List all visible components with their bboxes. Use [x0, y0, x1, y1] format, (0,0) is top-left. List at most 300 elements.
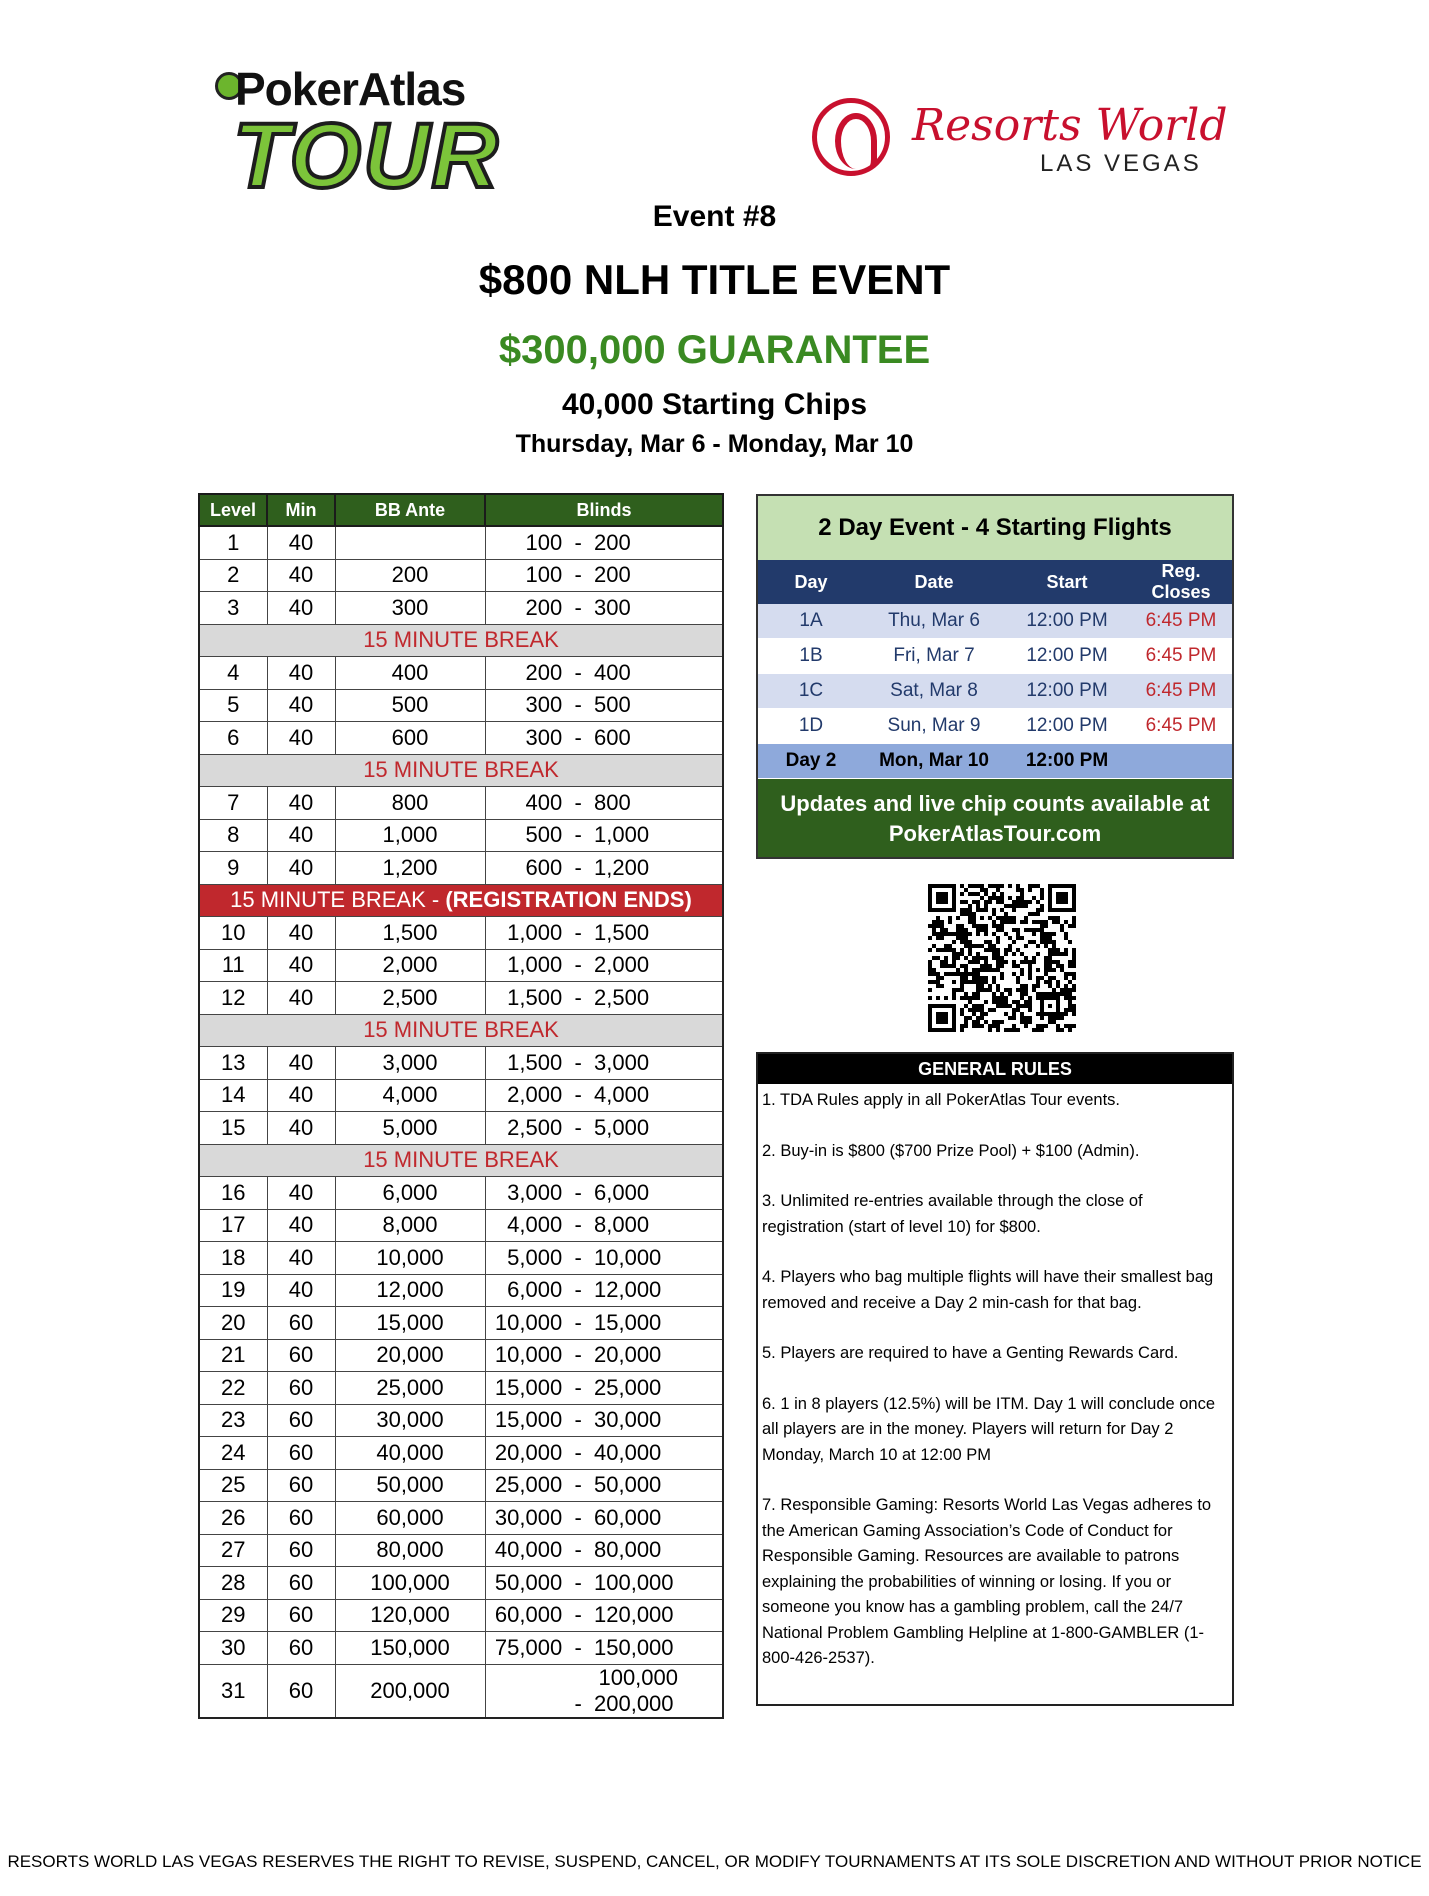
blinds-cell: [485, 1274, 723, 1307]
break-label: [199, 1144, 723, 1177]
qr-module: [1032, 928, 1036, 932]
bb-ante-cell: 20,000: [335, 1339, 485, 1372]
qr-module: [1000, 956, 1004, 960]
qr-module: [968, 920, 972, 924]
qr-module: [1016, 932, 1020, 936]
qr-module: [972, 1012, 976, 1016]
level-cell: 5: [199, 689, 267, 722]
qr-module: [996, 928, 1000, 932]
qr-module: [1052, 932, 1056, 936]
qr-module: [1032, 960, 1036, 964]
qr-module: [960, 900, 964, 904]
qr-module: [992, 920, 996, 924]
qr-module: [1024, 1016, 1028, 1020]
qr-module: [1000, 924, 1004, 928]
blinds-cell: [485, 1502, 723, 1535]
qr-module: [1024, 1000, 1028, 1004]
qr-module: [1000, 972, 1004, 976]
qr-module: [960, 988, 964, 992]
qr-module: [1040, 936, 1044, 940]
qr-module: [996, 988, 1000, 992]
qr-module: [1064, 920, 1068, 924]
qr-module: [1048, 1020, 1052, 1024]
big-blind: 2,500: [594, 984, 650, 1010]
qr-module: [980, 884, 984, 888]
qr-module: [1044, 968, 1048, 972]
level-cell: 7: [199, 787, 267, 820]
qr-module: [1068, 1028, 1072, 1032]
qr-module: [960, 984, 964, 988]
qr-module: [1052, 960, 1056, 964]
qr-module: [1032, 1028, 1036, 1032]
qr-module: [992, 976, 996, 980]
blinds-cell: [485, 526, 723, 559]
flight-row: [758, 709, 1232, 744]
qr-module: [928, 948, 932, 952]
small-blind: 100: [525, 562, 563, 588]
qr-module: [1072, 948, 1076, 952]
qr-module: [1000, 992, 1004, 996]
level-cell: 22: [199, 1372, 267, 1405]
level-row: [199, 592, 723, 625]
minutes-cell: 60: [267, 1664, 335, 1718]
big-blind: 120,000: [594, 1602, 674, 1628]
qr-module: [960, 908, 964, 912]
pokeratlas-wordmark: PokerAtlas: [235, 63, 466, 115]
break-text: 15 MINUTE BREAK: [363, 627, 559, 653]
qr-module: [996, 940, 1000, 944]
bb-ante-cell: 200: [335, 559, 485, 592]
qr-module: [960, 976, 964, 980]
big-blind: 10,000: [594, 1244, 662, 1270]
big-blind: 20,000: [594, 1342, 662, 1368]
qr-module: [952, 992, 956, 996]
qr-module: [932, 944, 936, 948]
qr-module: [1024, 992, 1028, 996]
qr-module: [960, 1008, 964, 1012]
minutes-cell: 60: [267, 1437, 335, 1470]
qr-module: [1048, 916, 1052, 920]
qr-module: [1064, 992, 1068, 996]
big-blind: 200: [594, 562, 631, 588]
small-blind: 60,000: [494, 1602, 563, 1628]
qr-module: [988, 940, 992, 944]
qr-module: [992, 952, 996, 956]
qr-module: [1024, 920, 1028, 924]
qr-module: [976, 980, 980, 984]
big-blind: 80,000: [594, 1537, 662, 1563]
qr-module: [976, 900, 980, 904]
big-blind: 40,000: [594, 1439, 662, 1465]
big-blind: 1,500: [594, 919, 650, 945]
minutes-cell: 60: [267, 1632, 335, 1665]
qr-module: [936, 976, 940, 980]
level-cell: 11: [199, 949, 267, 982]
qr-module: [932, 980, 936, 984]
qr-module: [932, 924, 936, 928]
qr-module: [1004, 932, 1008, 936]
blinds-cell: [485, 1339, 723, 1372]
qr-module: [1072, 960, 1076, 964]
qr-module: [1052, 988, 1056, 992]
level-cell: 16: [199, 1177, 267, 1210]
small-blind: 1,000: [507, 952, 563, 978]
blinds-separator: -: [562, 1374, 594, 1400]
qr-module: [976, 988, 980, 992]
qr-module: [1044, 992, 1048, 996]
bb-ante-cell: 400: [335, 657, 485, 690]
minutes-cell: 40: [267, 949, 335, 982]
qr-code-icon[interactable]: [928, 884, 1076, 1032]
qr-module: [972, 1004, 976, 1008]
qr-module: [1020, 936, 1024, 940]
qr-module: [964, 992, 968, 996]
qr-module: [1072, 988, 1076, 992]
footer-disclaimer: RESORTS WORLD LAS VEGAS RESERVES THE RIGHT TO REVISE, SUSPEND, CANCEL, OR MODIFY TOURNAMENTS AT ITS SOLE DISCRETION AND WITHOUT PRIOR NOTICE: [7, 1852, 1422, 1871]
guarantee: $300,000 GUARANTEE: [498, 328, 931, 372]
flights-body: [758, 604, 1232, 779]
qr-module: [968, 908, 972, 912]
qr-module: [948, 916, 952, 920]
qr-module: [1072, 996, 1076, 1000]
qr-module: [1056, 964, 1060, 968]
qr-module: [996, 964, 1000, 968]
qr-module: [996, 900, 1000, 904]
qr-module: [1040, 1016, 1044, 1020]
qr-module: [1048, 1016, 1052, 1020]
qr-module: [940, 920, 944, 924]
qr-module: [1024, 956, 1028, 960]
qr-module: [992, 912, 996, 916]
qr-module: [976, 1008, 980, 1012]
qr-module: [1020, 952, 1024, 956]
qr-module: [936, 980, 940, 984]
qr-module: [960, 940, 964, 944]
qr-module: [1012, 916, 1016, 920]
qr-module: [1044, 1024, 1048, 1028]
level-cell: 13: [199, 1047, 267, 1080]
qr-module: [964, 1020, 968, 1024]
qr-module: [1012, 952, 1016, 956]
qr-module: [932, 968, 936, 972]
level-row: [199, 1372, 723, 1405]
qr-module: [1060, 1012, 1064, 1016]
big-blind: 800: [594, 789, 631, 815]
qr-module: [1008, 988, 1012, 992]
qr-module: [980, 1012, 984, 1016]
qr-module: [1036, 928, 1040, 932]
event-dates: Thursday, Mar 6 - Monday, Mar 10: [515, 430, 914, 458]
small-blind: 75,000: [494, 1634, 563, 1660]
blinds-separator: -: [562, 952, 594, 978]
bb-ante-cell: 50,000: [335, 1469, 485, 1502]
level-cell: 6: [199, 722, 267, 755]
qr-module: [1036, 1012, 1040, 1016]
qr-module: [1020, 996, 1024, 1000]
qr-module: [1020, 896, 1024, 900]
blinds-separator: -: [562, 1309, 594, 1335]
qr-module: [1072, 920, 1076, 924]
qr-module: [996, 948, 1000, 952]
blinds-cell: [485, 787, 723, 820]
big-blind: 1,000: [594, 822, 650, 848]
qr-module: [1068, 1008, 1072, 1012]
flight-reg-closes: 6:45 PM: [1130, 674, 1232, 709]
level-row: [199, 526, 723, 559]
level-row: [199, 722, 723, 755]
qr-module: [1012, 900, 1016, 904]
qr-module: [1068, 980, 1072, 984]
qr-module: [1068, 988, 1072, 992]
updates-link[interactable]: PokerAtlasTour.com: [888, 821, 1102, 846]
qr-module: [1012, 920, 1016, 924]
qr-module: [980, 984, 984, 988]
qr-module: [1068, 992, 1072, 996]
qr-module: [1008, 884, 1012, 888]
big-blind: 400: [594, 659, 631, 685]
minutes-cell: 60: [267, 1502, 335, 1535]
rule-item: 1. TDA Rules apply in all PokerAtlas Tour events.: [762, 1091, 1120, 1109]
qr-module: [1036, 944, 1040, 948]
qr-module: [1008, 904, 1012, 908]
bb-ante-cell: 15,000: [335, 1307, 485, 1340]
small-blind: 4,000: [507, 1212, 563, 1238]
qr-module: [1028, 888, 1032, 892]
qr-module: [1068, 1024, 1072, 1028]
qr-module: [1028, 1004, 1032, 1008]
blinds-cell: [485, 1209, 723, 1242]
blinds-separator: -: [562, 1472, 594, 1498]
qr-module: [956, 968, 960, 972]
bb-ante-cell: 600: [335, 722, 485, 755]
break-row: [199, 624, 723, 657]
qr-module: [1044, 980, 1048, 984]
minutes-cell: 40: [267, 982, 335, 1015]
qr-module: [960, 884, 964, 888]
qr-module: [1000, 920, 1004, 924]
qr-module: [1000, 896, 1004, 900]
qr-module: [1012, 960, 1016, 964]
qr-module: [1012, 972, 1016, 976]
qr-module: [928, 936, 932, 940]
blinds-separator: -: [562, 1179, 594, 1205]
qr-module: [980, 976, 984, 980]
bb-ante-cell: 150,000: [335, 1632, 485, 1665]
qr-module: [1044, 920, 1048, 924]
blinds-separator: -: [562, 724, 594, 750]
level-row: [199, 1307, 723, 1340]
qr-module: [1016, 1000, 1020, 1004]
break-row: [199, 754, 723, 787]
rule-item: 3. Unlimited re-entries available through the close of registration (start of level 10) for $800.: [762, 1192, 1143, 1236]
qr-module: [964, 996, 968, 1000]
qr-module: [1052, 948, 1056, 952]
qr-module: [1060, 988, 1064, 992]
qr-module: [1056, 952, 1060, 956]
qr-module: [1008, 920, 1012, 924]
qr-module: [1064, 952, 1068, 956]
qr-module: [964, 968, 968, 972]
blinds-cell: [485, 1469, 723, 1502]
bb-ante-cell: 1,000: [335, 819, 485, 852]
qr-module: [972, 960, 976, 964]
qr-module: [972, 992, 976, 996]
qr-module: [992, 1000, 996, 1004]
qr-module: [964, 956, 968, 960]
qr-module: [936, 956, 940, 960]
qr-module: [948, 948, 952, 952]
general-rules-panel: [756, 1052, 1234, 1706]
qr-module: [1056, 960, 1060, 964]
big-blind: 500: [594, 692, 631, 718]
blinds-cell: [485, 592, 723, 625]
header-level: Level: [199, 494, 267, 526]
qr-module: [1036, 980, 1040, 984]
blinds-cell: [485, 559, 723, 592]
rule-item: 5. Players are required to have a Genting Rewards Card.: [762, 1344, 1179, 1362]
qr-module: [960, 952, 964, 956]
qr-module: [960, 936, 964, 940]
level-row: [199, 1437, 723, 1470]
minutes-cell: 60: [267, 1599, 335, 1632]
blinds-separator: -: [562, 529, 594, 555]
qr-module: [1044, 956, 1048, 960]
big-blind: 50,000: [594, 1472, 662, 1498]
qr-module: [928, 988, 932, 992]
qr-module: [1060, 1028, 1064, 1032]
qr-module: [992, 992, 996, 996]
blinds-separator: -: [562, 562, 594, 588]
level-cell: 25: [199, 1469, 267, 1502]
qr-module: [980, 1016, 984, 1020]
qr-module: [968, 980, 972, 984]
qr-module: [1012, 928, 1016, 932]
qr-module: [1032, 896, 1036, 900]
flight-reg-closes: 6:45 PM: [1130, 639, 1232, 674]
qr-module: [984, 900, 988, 904]
qr-module: [1032, 884, 1036, 888]
qr-module: [960, 972, 964, 976]
blinds-cell: [485, 852, 723, 885]
qr-module: [1024, 988, 1028, 992]
big-blind: 300: [594, 594, 631, 620]
qr-module: [1040, 924, 1044, 928]
qr-module: [940, 976, 944, 980]
small-blind: 100: [525, 529, 563, 555]
qr-module: [960, 932, 964, 936]
big-blind: 1,200: [594, 854, 650, 880]
small-blind: 25,000: [494, 1472, 563, 1498]
minutes-cell: 40: [267, 526, 335, 559]
qr-module: [992, 944, 996, 948]
flight-reg-closes: [1130, 744, 1232, 779]
qr-module: [984, 1012, 988, 1016]
bb-ante-cell: 300: [335, 592, 485, 625]
qr-module: [992, 948, 996, 952]
qr-module: [1020, 1016, 1024, 1020]
qr-module: [952, 996, 956, 1000]
flights-panel: [756, 494, 1234, 859]
qr-module: [1016, 948, 1020, 952]
break-row: [199, 1144, 723, 1177]
level-row: [199, 1339, 723, 1372]
bb-ante-cell: 100,000: [335, 1567, 485, 1600]
qr-module: [988, 916, 992, 920]
qr-module: [1020, 968, 1024, 972]
small-blind: 10,000: [494, 1309, 563, 1335]
qr-module: [996, 1024, 1000, 1028]
qr-module: [1048, 932, 1052, 936]
qr-module: [1060, 964, 1064, 968]
level-row: [199, 1404, 723, 1437]
qr-module: [1052, 920, 1056, 924]
big-blind: 3,000: [594, 1049, 650, 1075]
qr-module: [1020, 1004, 1024, 1008]
minutes-cell: 40: [267, 787, 335, 820]
qr-module: [972, 916, 976, 920]
bb-ante-cell: 1,200: [335, 852, 485, 885]
qr-module: [952, 948, 956, 952]
level-cell: 31: [199, 1664, 267, 1718]
minutes-cell: 60: [267, 1307, 335, 1340]
small-blind: 3,000: [507, 1179, 563, 1205]
rule-item: 2. Buy-in is $800 ($700 Prize Pool) + $100 (Admin).: [762, 1141, 1140, 1160]
blinds-cell: [485, 1404, 723, 1437]
blinds-separator: -: [562, 1114, 594, 1140]
qr-module: [952, 964, 956, 968]
qr-module: [1016, 980, 1020, 984]
qr-module: [1020, 920, 1024, 924]
qr-module: [976, 908, 980, 912]
bb-ante-cell: 200,000: [335, 1664, 485, 1718]
qr-module: [1036, 952, 1040, 956]
big-blind: 5,000: [594, 1114, 650, 1140]
blinds-cell: [485, 1242, 723, 1275]
blinds-separator: -: [562, 822, 594, 848]
qr-module: [952, 972, 956, 976]
qr-module: [1044, 924, 1048, 928]
qr-module: [936, 1012, 948, 1024]
qr-module: [1072, 956, 1076, 960]
qr-module: [992, 908, 996, 912]
blinds-cell: [485, 982, 723, 1015]
small-blind: 200: [525, 594, 563, 620]
qr-module: [1064, 932, 1068, 936]
level-cell: 1: [199, 526, 267, 559]
qr-module: [968, 948, 972, 952]
qr-module: [988, 1008, 992, 1012]
qr-module: [1040, 908, 1044, 912]
rule-item: 4. Players who bag multiple flights will have their smallest bag removed and receive a Day 2 min-cash for that bag.: [762, 1268, 1214, 1312]
blinds-separator: -: [562, 1082, 594, 1108]
qr-module: [972, 972, 976, 976]
qr-module: [928, 960, 932, 964]
qr-module: [1044, 944, 1048, 948]
bb-ante-cell: 2,000: [335, 949, 485, 982]
qr-module: [968, 996, 972, 1000]
qr-module: [964, 888, 968, 892]
qr-module: [1004, 952, 1008, 956]
qr-module: [1024, 904, 1028, 908]
level-cell: 30: [199, 1632, 267, 1665]
qr-module: [1012, 964, 1016, 968]
qr-module: [980, 896, 984, 900]
qr-module: [964, 964, 968, 968]
qr-module: [976, 1024, 980, 1028]
small-blind: 30,000: [494, 1504, 563, 1530]
qr-module: [960, 964, 964, 968]
qr-module: [968, 1016, 972, 1020]
